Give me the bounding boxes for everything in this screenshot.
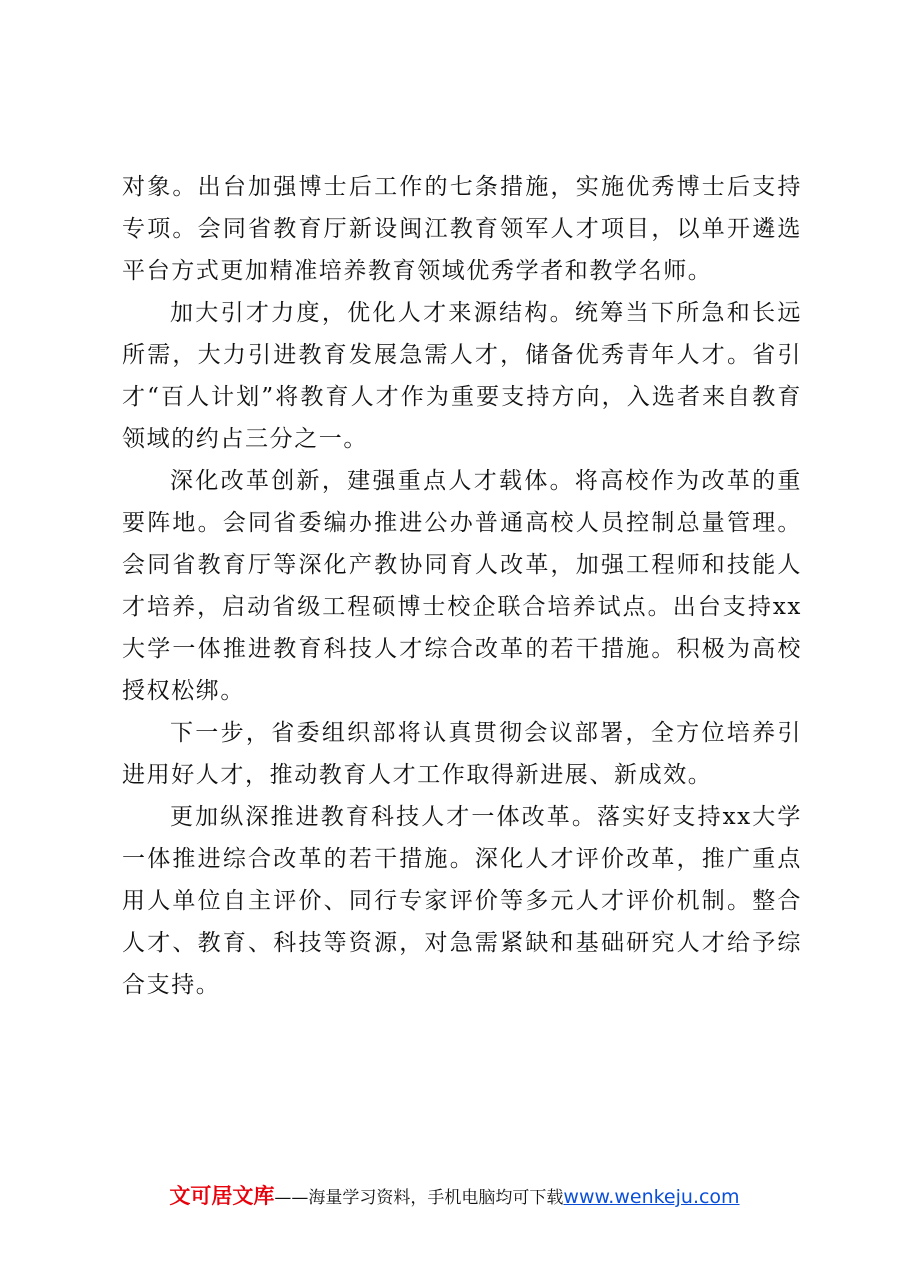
page-footer <box>0 1180 909 1210</box>
footer-tagline: ——海量学习资料，手机电脑均可下载 <box>274 1188 564 1208</box>
footer-brand: 文可居文库 <box>169 1184 275 1208</box>
document-body <box>122 166 802 1006</box>
paragraph-talent-introduction: 加大引才力度，优化人才来源结构。统筹当下所急和长远所需，大力引进教育发展急需人才，储备优秀青年人才。省引才“百人计划”将教育人才作为重要支持方向，入选者来自教育领域的约占三分之一。 <box>122 300 802 452</box>
footer-website-link[interactable]: www.wenkeju.com <box>563 1186 740 1208</box>
paragraph-reform-innovation: 深化改革创新，建强重点人才载体。将高校作为改革的重要阵地。会同省委编办推进公办普通高校人员控制总量管理。会同省教育厅等深化产教协同育人改革，加强工程师和技能人才培养，启动省级工程硕博士校企联合培养试点。出台支持xx大学一体推进教育科技人才综合改革的若干措施。积极为高校授权松绑。 <box>122 468 802 704</box>
paragraph-integrated-reform: 更加纵深推进教育科技人才一体改革。落实好支持xx大学一体推进综合改革的若干措施。深化人才评价改革，推广重点用人单位自主评价、同行专家评价等多元人才评价机制。整合人才、教育、科技等资源，对急需紧缺和基础研究人才给予综合支持。 <box>122 804 802 998</box>
paragraph-next-step: 下一步，省委组织部将认真贯彻会议部署，全方位培养引进用好人才，推动教育人才工作取得新进展、新成效。 <box>122 720 802 788</box>
paragraph-continuation: 对象。出台加强博士后工作的七条措施，实施优秀博士后支持专项。会同省教育厅新设闽江教育领军人才项目，以单开遴选平台方式更加精准培养教育领域优秀学者和教学名师。 <box>122 174 802 284</box>
